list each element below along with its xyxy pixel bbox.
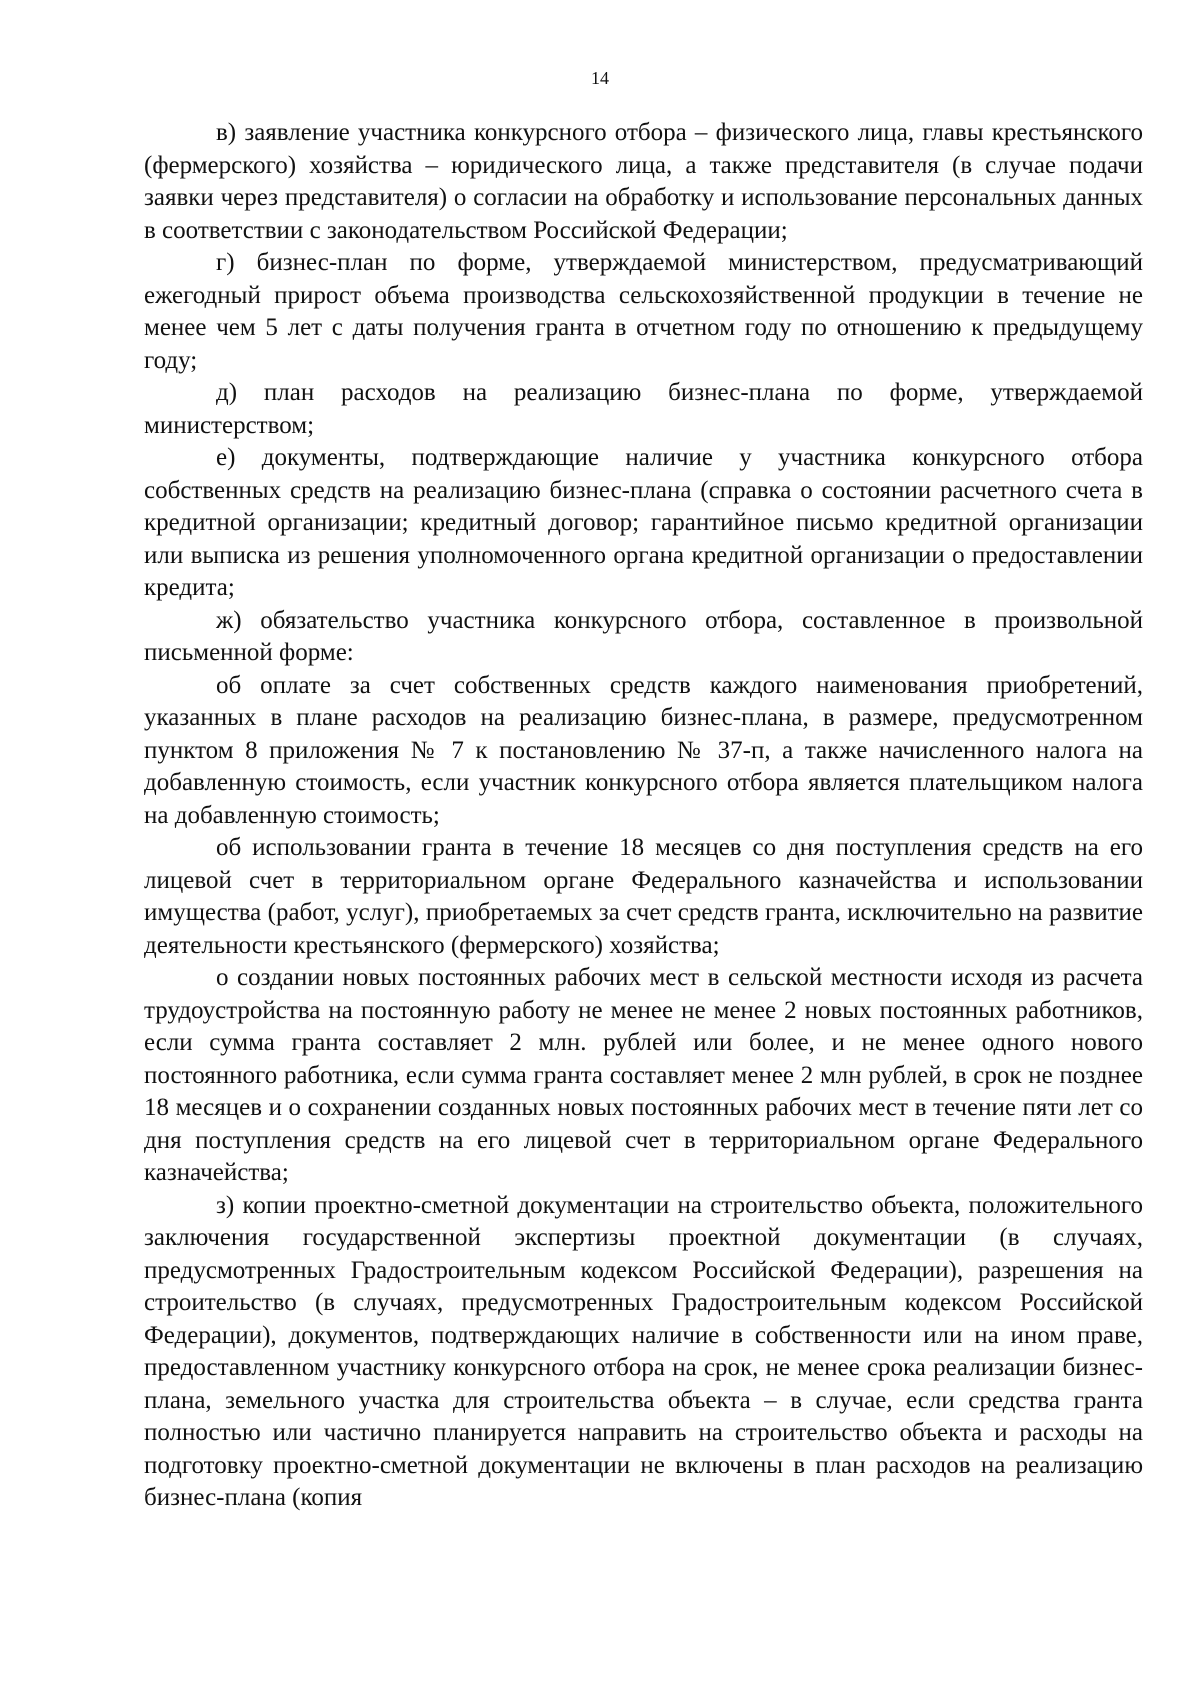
- paragraph-v-consent: в) заявление участника конкурсного отбора – физического лица, главы крестьянского (фермерского) хозяйства – юридического лица, а также представителя (в случае подачи заявки через представителя) о согласии на обработку и использование персональных данных в соответствии с законодательством Российской Федерации;: [144, 119, 1143, 244]
- paragraph-grant-use-obligation: об использовании гранта в течение 18 месяцев со дня поступления средств на его лицевой счет в территориальном органе Федерального казначейства и использовании имущества (работ, услуг), приобретаемых за счет средств гранта, исключительно на развитие деятельности крестьянского (фермерского) хозяйства;: [144, 834, 1143, 959]
- paragraph-z-construction-docs: з) копии проектно-сметной документации на строительство объекта, положительного заключения государственной экспертизы проектной документации (в случаях, предусмотренных Градостроительным кодексом Российской Федерации), разрешения на строительство (в случаях, предусмотренных Градостроительным кодексом Российской Федерации), документов, подтверждающих наличие в собственности или на ином праве, предоставленном участнику конкурсного отбора на срок, не менее срока реализации бизнес-плана, земельного участка для строительства объекта – в случае, если средства гранта полностью или частично планируется направить на строительство объекта и расходы на подготовку проектно-сметной документации не включены в план расходов на реализацию бизнес-плана (копия: [144, 1191, 1143, 1511]
- paragraph-zh-obligation: ж) обязательство участника конкурсного отбора, составленное в произвольной письменной форме:: [144, 606, 1143, 666]
- page-number: 14: [591, 68, 609, 88]
- paragraph-d-expense-plan: д) план расходов на реализацию бизнес-плана по форме, утверждаемой министерством;: [144, 379, 1143, 439]
- paragraph-g-business-plan: г) бизнес-план по форме, утверждаемой министерством, предусматривающий ежегодный прирост объема производства сельскохозяйственной продукции в течение не менее чем 5 лет с даты получения гранта в отчетном году по отношению к предыдущему году;: [144, 249, 1143, 374]
- paragraph-jobs-obligation: о создании новых постоянных рабочих мест в сельской местности исходя из расчета трудоустройства на постоянную работу не менее не менее 2 новых постоянных работников, если сумма гранта составляет 2 млн. рублей или более, и не менее одного нового постоянного работника, если сумма гранта составляет менее 2 млн рублей, в срок не позднее 18 месяцев и о сохранении созданных новых постоянных рабочих мест в течение пяти лет со дня поступления средств на его лицевой счет в территориальном органе Федерального казначейства;: [144, 964, 1143, 1186]
- paragraph-e-own-funds: е) документы, подтверждающие наличие у участника конкурсного отбора собственных средств на реализацию бизнес-плана (справка о состоянии расчетного счета в кредитной организации; кредитный договор; гарантийное письмо кредитной организации или выписка из решения уполномоченного органа кредитной организации о предоставлении кредита;: [144, 444, 1143, 601]
- paragraph-payment-obligation: об оплате за счет собственных средств каждого наименования приобретений, указанных в плане расходов на реализацию бизнес-плана, в размере, предусмотренном пунктом 8 приложения № 7 к постановлению № 37-п, а также начисленного налога на добавленную стоимость, если участник конкурсного отбора является плательщиком налога на добавленную стоимость;: [144, 671, 1143, 829]
- document-body: [144, 117, 1143, 1515]
